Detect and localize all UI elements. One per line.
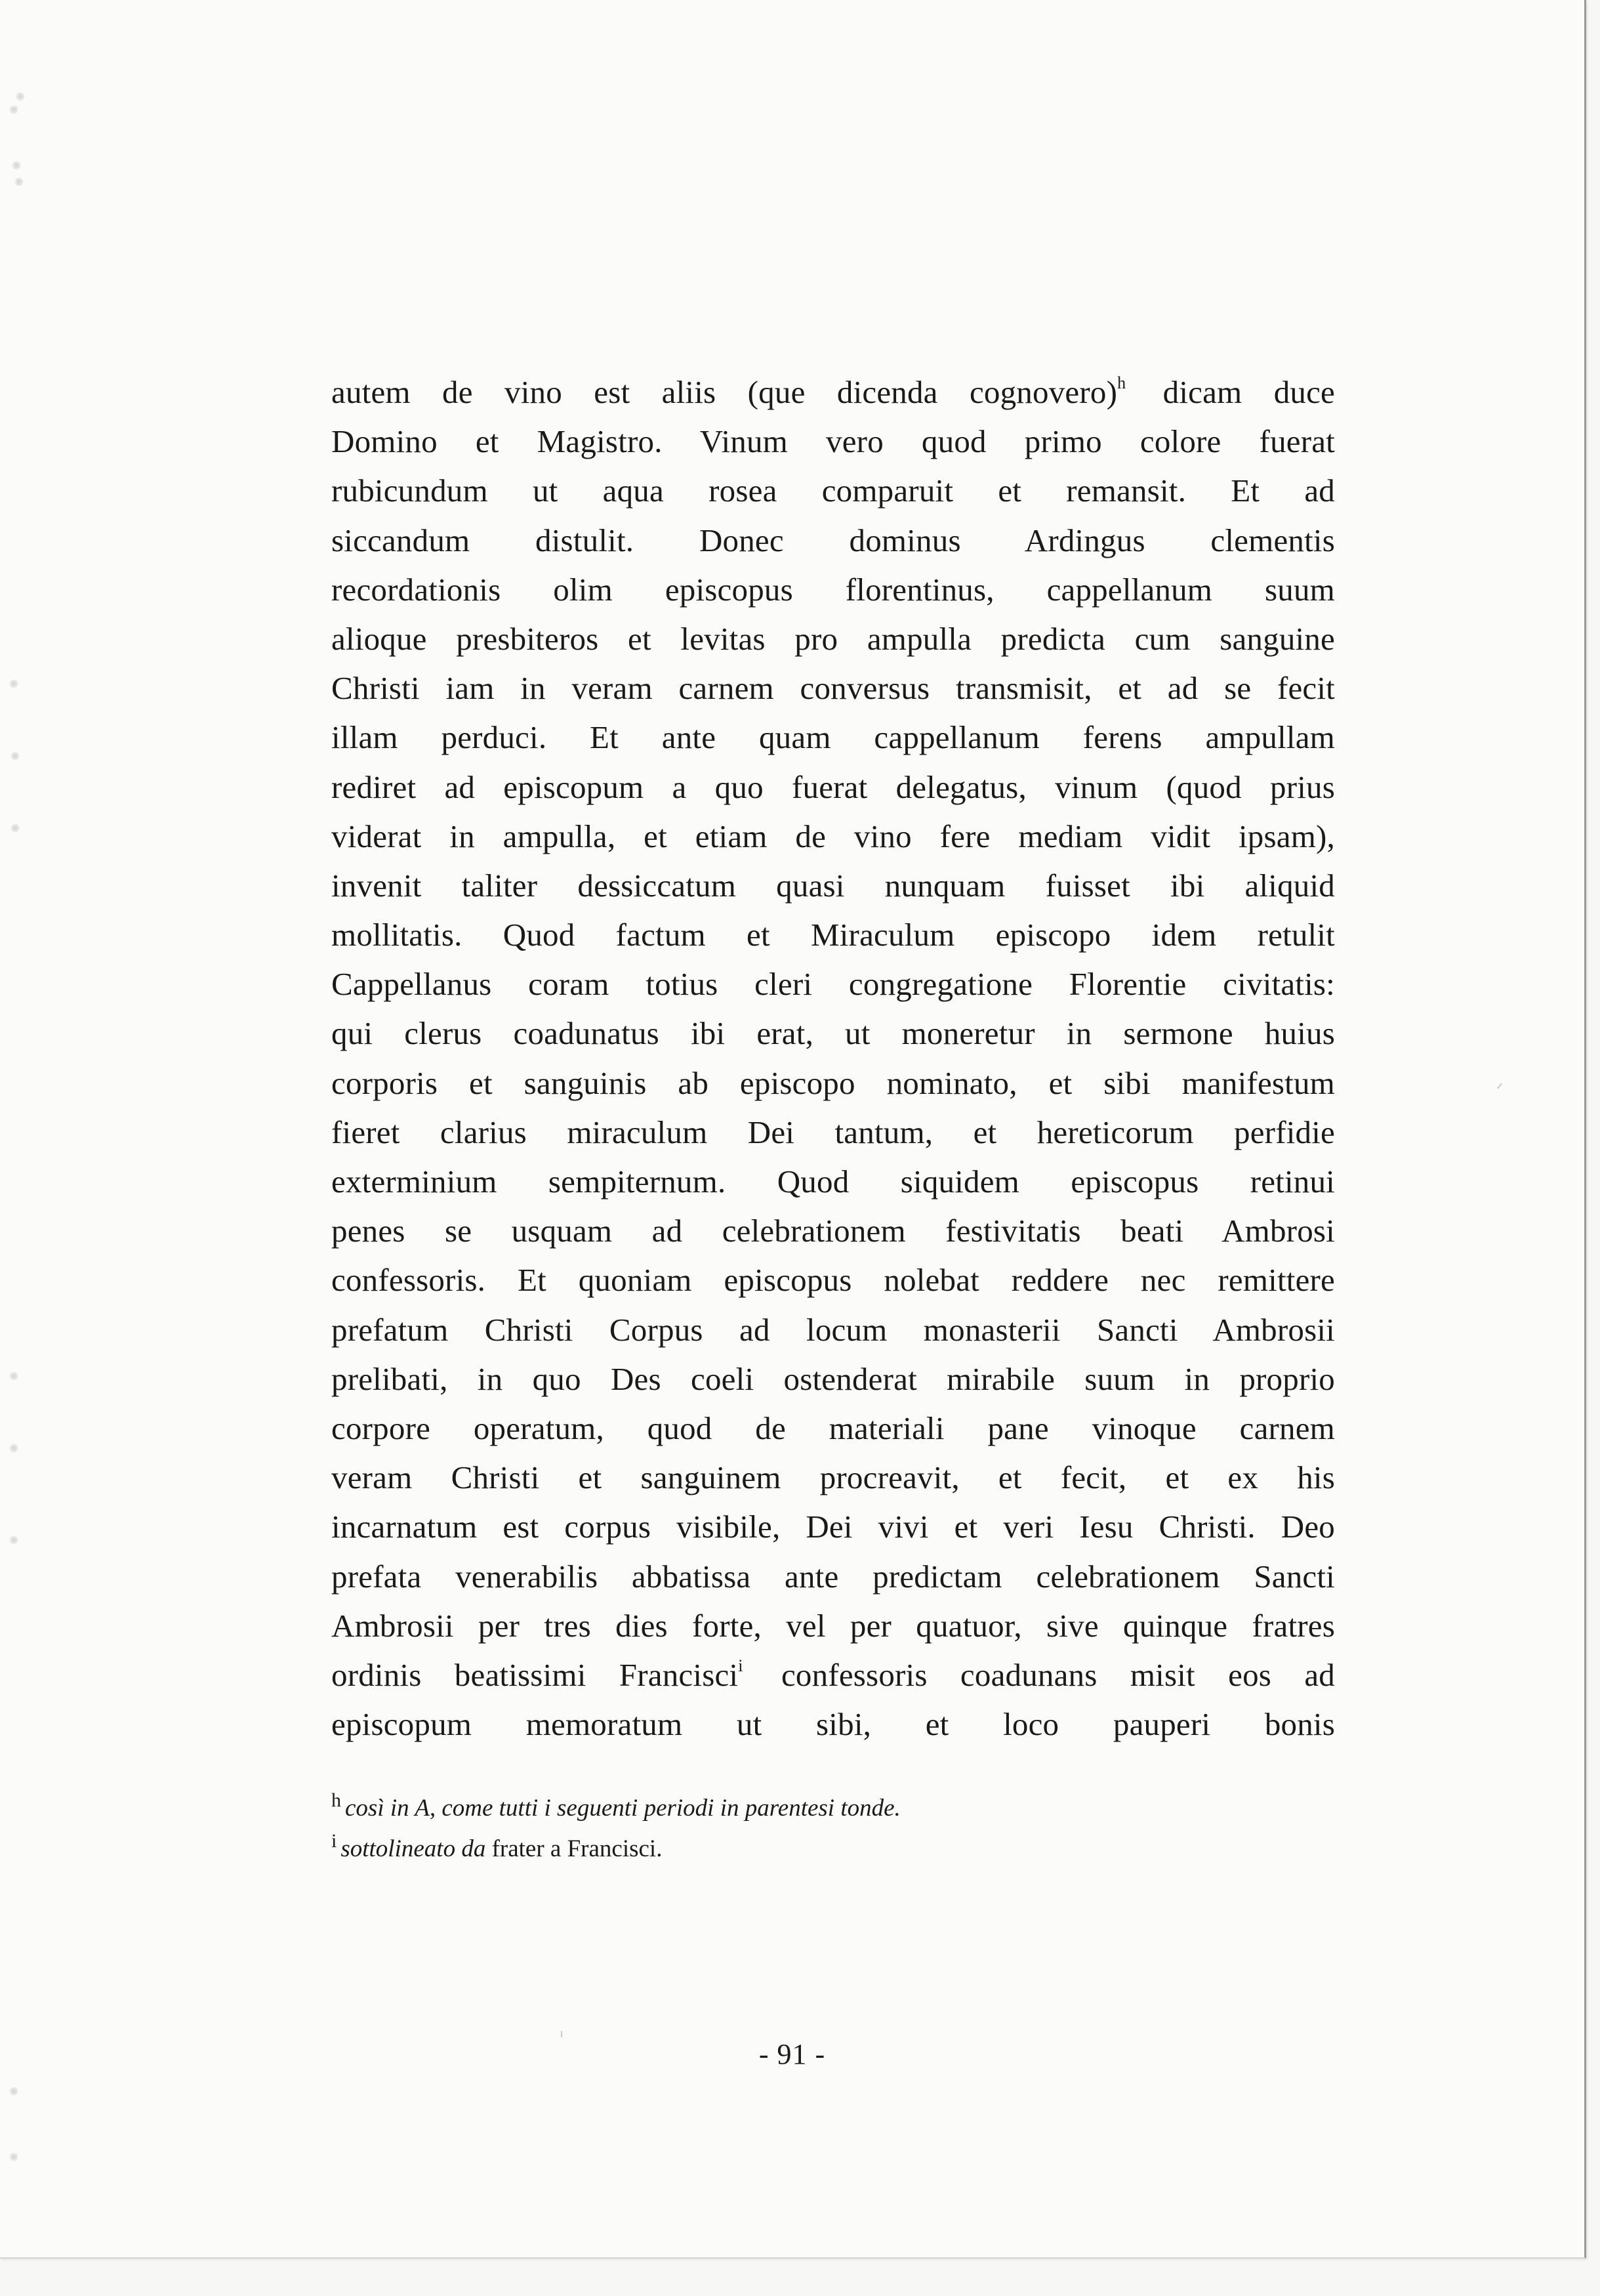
text-line [331, 1305, 1335, 1354]
text-line [331, 1157, 1335, 1206]
text-line [331, 812, 1335, 861]
text-line [331, 417, 1335, 466]
text-line [331, 1502, 1335, 1551]
binding-hole [9, 679, 18, 688]
text-segment: siccandum distulit. Donec dominus Ardingus clementis [331, 522, 1335, 558]
text-segment: alioque presbiteros et levitas pro ampulla predicta cum sanguine [331, 620, 1335, 657]
text-segment: exterminium sempiternum. Quod siquidem episcopus retinui [331, 1163, 1335, 1200]
body-text [331, 367, 1335, 1749]
binding-hole [9, 105, 18, 114]
binding-hole [10, 751, 20, 761]
text-segment: dicam duce [1131, 374, 1335, 410]
margin-mark [1497, 1083, 1502, 1089]
text-line [331, 1453, 1335, 1502]
text-line [331, 762, 1335, 812]
text-segment: confessoris coadunans misit eos ad [748, 1656, 1336, 1693]
binding-hole [16, 92, 25, 101]
text-line [331, 1700, 1335, 1749]
text-line [331, 565, 1335, 614]
footnote-reference[interactable]: i [738, 1656, 743, 1675]
footnote-marker: i [331, 1830, 337, 1852]
binding-hole [9, 1535, 18, 1545]
text-line [331, 1255, 1335, 1305]
footnote-italic-text: così in A, come tutti i seguenti periodi in parentesi tonde. [345, 1795, 901, 1822]
text-line [331, 1650, 1335, 1700]
text-segment: corporis et sanguinis ab episcopo nominato, et sibi manifestum [331, 1064, 1335, 1101]
text-segment: corpore operatum, quod de materiali pane vinoque carnem [331, 1409, 1335, 1446]
text-segment: penes se usquam ad celebrationem festivitatis beati Ambrosi [331, 1213, 1335, 1249]
text-segment: recordationis olim episcopus florentinus, cappellanum suum [331, 571, 1335, 608]
footnote [331, 1788, 1335, 1829]
text-segment: rediret ad episcopum a quo fuerat delegatus, vinum (quod prius [331, 768, 1335, 805]
text-segment: rubicundum ut aqua rosea comparuit et remansit. Et ad [331, 472, 1335, 509]
text-segment: Christi iam in veram carnem conversus transmisit, et ad se fecit [331, 670, 1335, 707]
margin-mark [561, 2031, 562, 2037]
text-segment: prelibati, in quo Des coeli ostenderat mirabile suum in proprio [331, 1360, 1335, 1397]
footnote-marker: h [331, 1789, 341, 1811]
text-line [331, 713, 1335, 762]
text-line [331, 910, 1335, 959]
text-segment: autem de vino est aliis (que dicenda cognovero) [331, 374, 1118, 410]
text-segment: confessoris. Et quoniam episcopus nolebat reddere nec remittere [331, 1262, 1335, 1299]
text-segment: prefatum Christi Corpus ad locum monasterii Sancti Ambrosii [331, 1311, 1335, 1348]
page-number: - 91 - [758, 2038, 826, 2070]
text-line [331, 1552, 1335, 1601]
binding-hole [10, 824, 20, 833]
text-segment: fieret clarius miraculum Dei tantum, et hereticorum perfidie [331, 1114, 1335, 1150]
text-line [331, 1206, 1335, 1255]
text-line [331, 466, 1335, 515]
text-line [331, 959, 1335, 1009]
footnote [331, 1829, 1335, 1869]
text-segment: ordinis beatissimi Francisci [331, 1656, 739, 1693]
text-segment: veram Christi et sanguinem procreavit, et fecit, et ex his [331, 1459, 1335, 1496]
text-segment: incarnatum est corpus visibile, Dei vivi et veri Iesu Christi. Deo [331, 1509, 1335, 1545]
text-segment: Cappellanus coram totius cleri congregatione Florentie civitatis: [331, 966, 1335, 1003]
text-segment: Domino et Magistro. Vinum vero quod primo colore fuerat [331, 423, 1335, 460]
text-segment: qui clerus coadunatus ibi erat, ut moneretur in sermone huius [331, 1015, 1335, 1052]
text-segment: invenit taliter dessiccatum quasi nunquam fuisset ibi aliquid [331, 867, 1335, 904]
text-line [331, 1601, 1335, 1650]
text-segment: Ambrosii per tres dies forte, vel per quatuor, sive quinque fratres [331, 1607, 1335, 1644]
footnote-italic-text: sottolineato da [340, 1835, 486, 1862]
text-segment: prefata venerabilis abbatissa ante predictam celebrationem Sancti [331, 1558, 1335, 1595]
binding-hole [9, 2152, 18, 2161]
footnote-reference[interactable]: h [1117, 373, 1126, 392]
text-segment: illam perduci. Et ante quam cappellanum ferens ampullam [331, 719, 1335, 756]
footnotes [331, 1788, 1335, 1869]
footnote-text: frater a Francisci. [485, 1835, 663, 1862]
text-segment: mollitatis. Quod factum et Miraculum episcopo idem retulit [331, 917, 1335, 953]
binding-hole [9, 2087, 18, 2096]
binding-hole [9, 1444, 18, 1453]
text-line [331, 1108, 1335, 1157]
text-line [331, 1354, 1335, 1404]
text-line [331, 614, 1335, 663]
text-segment: episcopum memoratum ut sibi, et loco pauperi bonis [331, 1706, 1335, 1743]
text-line [331, 1404, 1335, 1453]
text-line [331, 861, 1335, 910]
text-line [331, 516, 1335, 565]
binding-hole [14, 177, 24, 186]
binding-hole [12, 161, 21, 170]
text-line [331, 367, 1335, 417]
text-line [331, 663, 1335, 713]
text-line [331, 1009, 1335, 1058]
text-segment: viderat in ampulla, et etiam de vino fere mediam vidit ipsam), [331, 818, 1335, 854]
text-line [331, 1058, 1335, 1108]
binding-hole [9, 1371, 18, 1381]
